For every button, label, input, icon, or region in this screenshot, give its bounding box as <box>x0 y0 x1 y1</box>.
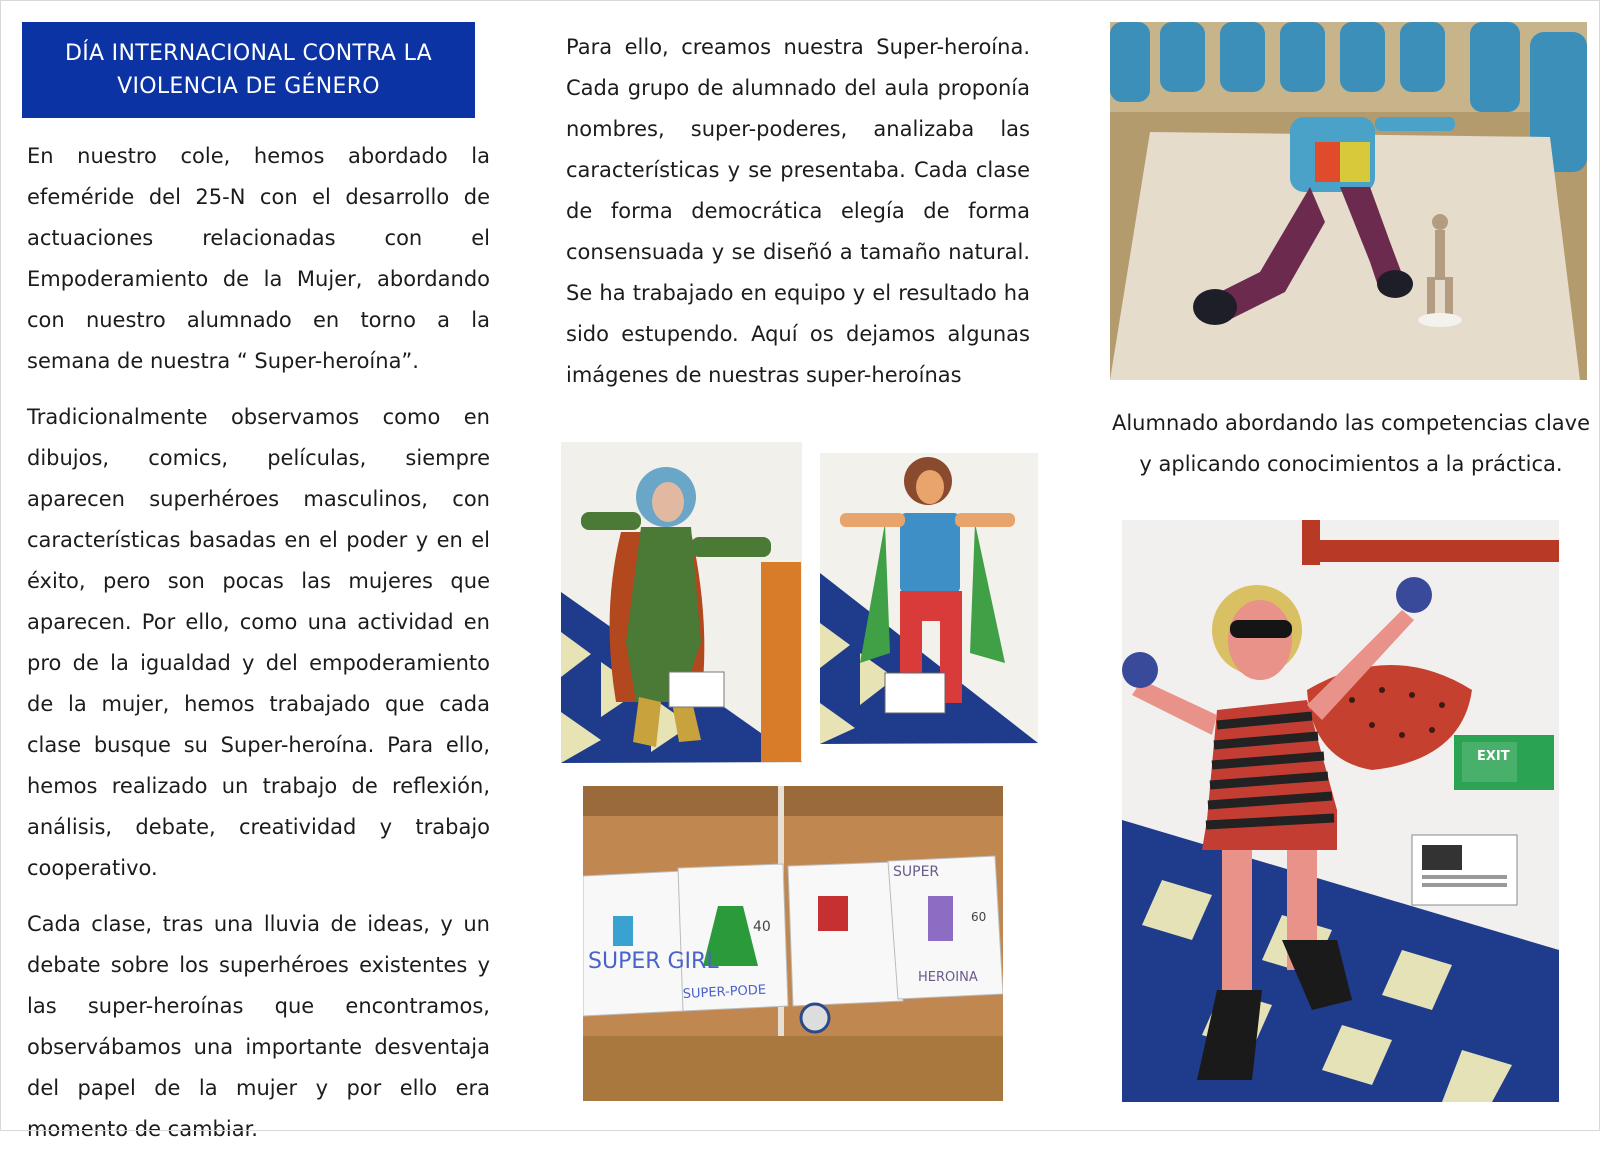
drawing-number-40: 40 <box>753 919 771 935</box>
drawing-label-superpode: SUPER-PODE <box>682 982 767 1002</box>
page-title-box <box>22 22 475 118</box>
paragraph-tradition: Tradicionalmente observamos como en dibujos, comics, películas, siempre aparecen superhéroes masculinos, con características basadas en el poder y en el éxito, pero son pocas las mujeres que aparecen. Por ello, como una actividad en pro de la igualdad y del empoderamiento de la mujer, hemos trabajado que cada clase busque su Super-heroína. Para ello, hemos realizado un trabajo de reflexión, análisis, debate, creatividad y trabajo cooperativo. <box>27 405 490 880</box>
page-title-line1: DÍA INTERNACIONAL CONTRA LA <box>64 41 432 66</box>
drawing-number-60: 60 <box>971 910 987 924</box>
photo-caption: Alumnado abordando las competencias clave y aplicando conocimientos a la práctica. <box>1111 411 1591 476</box>
photo-green-heroine <box>561 442 802 763</box>
page-title-line2: VIOLENCIA DE GÉNERO <box>117 74 380 99</box>
drawing-label-supergirl: SUPER GIRL <box>588 949 719 974</box>
paragraph-debate: Cada clase, tras una lluvia de ideas, y un debate sobre los superhéroes existentes y las super-heroínas que encontramos, observábamos una importante desventaja del papel de la mujer y por ello era momento de cambiar. <box>27 912 490 1141</box>
paragraph-intro: En nuestro cole, hemos abordado la efeméride del 25-N con el desarrollo de actuaciones relacionadas con el Empoderamiento de la Mujer, abordando con nuestro alumnado en torno a la semana de nuestra “ Super-heroína”. <box>27 144 490 373</box>
drawing-label-heroina: HEROINA <box>918 970 978 985</box>
photo-masked-heroine <box>1122 520 1559 1102</box>
photo-drawings-desk <box>583 786 1003 1101</box>
left-text-column <box>27 136 490 1150</box>
drawing-label-super: SUPER <box>893 864 940 880</box>
paragraph-creation: Para ello, creamos nuestra Super-heroína. Cada grupo de alumnado del aula proponía nombres, super-poderes, analizaba las características y se presentaba. Cada clase de forma democrática elegía de forma consensuada y se diseñó a tamaño natural. Se ha trabajado en equipo y el resultado ha sido estupendo. Aquí os dejamos algunas imágenes de nuestras super-heroínas <box>566 35 1030 387</box>
exit-sign-text: EXIT <box>1477 749 1510 764</box>
photo-child-on-paper <box>1110 22 1587 380</box>
photo-blue-heroine <box>820 453 1038 744</box>
middle-text-column <box>566 27 1030 396</box>
